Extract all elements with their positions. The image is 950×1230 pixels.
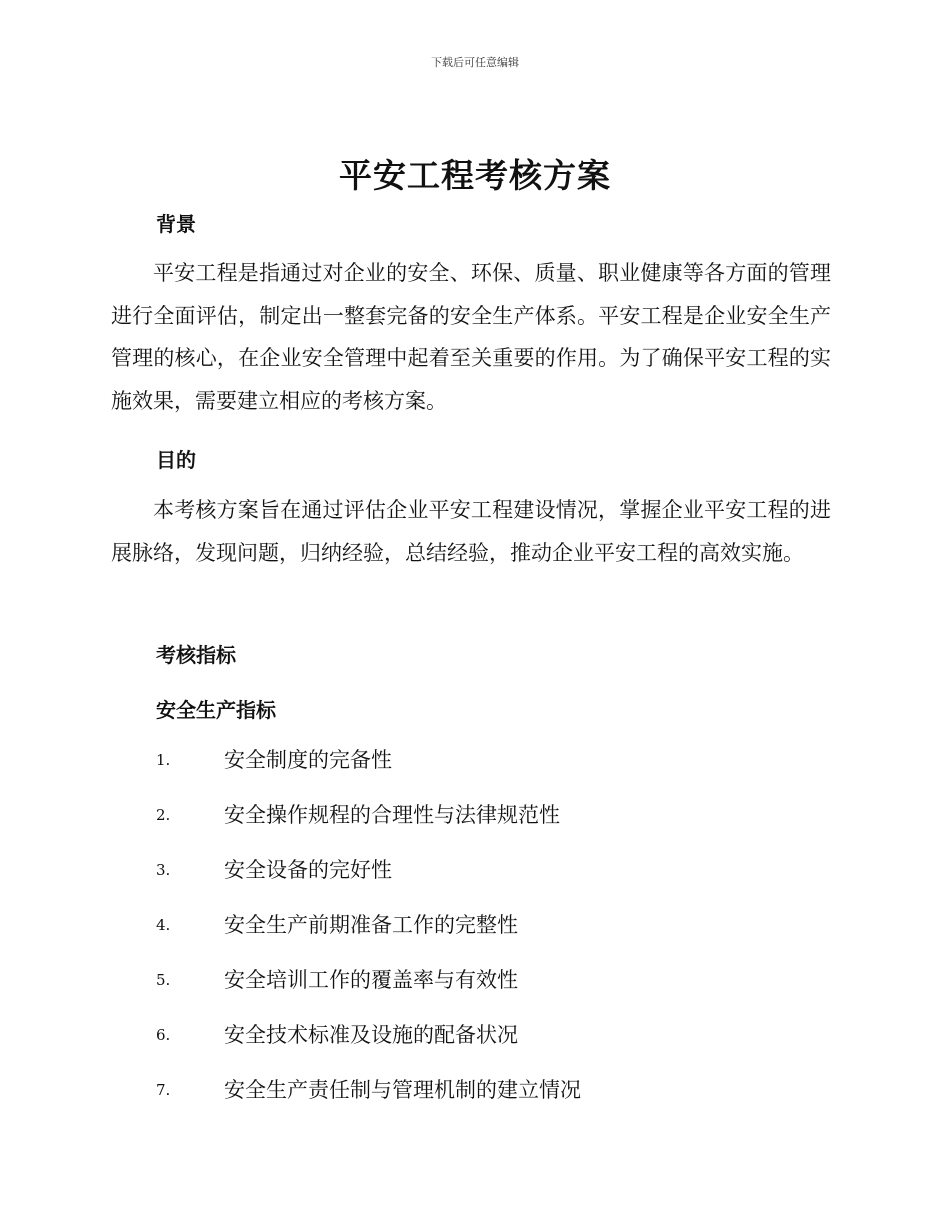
paragraph-background: 平安工程是指通过对企业的安全、环保、质量、职业健康等各方面的管理进行全面评估，制定出一整套完备的安全生产体系。平安工程是企业安全生产管理的核心，在企业安全管理中起着至关重要的作用。为了确保平安工程的实施效果，需要建立相应的考核方案。 xyxy=(111,261,831,413)
list-item-text: 安全操作规程的合理性与法律规范性 xyxy=(224,803,560,827)
list-item-text: 安全制度的完备性 xyxy=(224,748,392,772)
subsection-heading-safety-indicators: 安全生产指标 xyxy=(156,698,276,722)
document-title: 平安工程考核方案 xyxy=(339,156,611,195)
paragraph-purpose: 本考核方案旨在通过评估企业平安工程建设情况，掌握企业平安工程的进展脉络，发现问题，归纳经验，总结经验，推动企业平安工程的高效实施。 xyxy=(111,498,831,565)
section-heading-background: 背景 xyxy=(156,212,196,236)
list-item-text: 安全设备的完好性 xyxy=(224,858,392,882)
list-item-number: 7. xyxy=(156,1081,171,1099)
list-item-text: 安全生产责任制与管理机制的建立情况 xyxy=(224,1078,581,1102)
section-heading-purpose: 目的 xyxy=(156,448,196,472)
list-item-number: 2. xyxy=(156,806,171,824)
list-item-number: 5. xyxy=(156,971,171,989)
list-item-number: 3. xyxy=(156,861,171,879)
list-item-text: 安全技术标准及设施的配备状况 xyxy=(224,1023,518,1047)
list-item-text: 安全生产前期准备工作的完整性 xyxy=(224,913,518,937)
list-item-number: 1. xyxy=(156,751,171,769)
page-header-note: 下载后可任意编辑 xyxy=(431,56,519,69)
list-item-text: 安全培训工作的覆盖率与有效性 xyxy=(224,968,518,992)
list-item-number: 6. xyxy=(156,1026,171,1044)
list-item-number: 4. xyxy=(156,916,171,934)
section-heading-indicators: 考核指标 xyxy=(156,643,236,667)
